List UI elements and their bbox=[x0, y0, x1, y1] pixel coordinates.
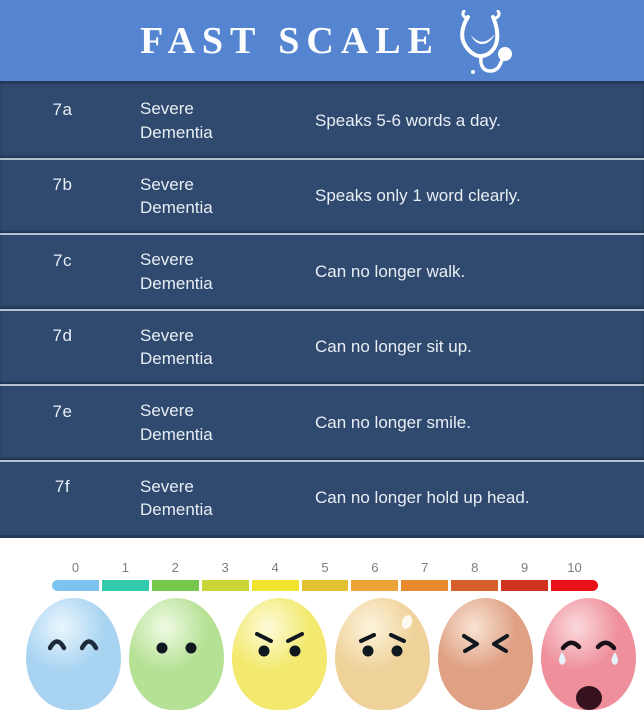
stage-code: 7a bbox=[52, 99, 73, 119]
fast-scale-table bbox=[0, 84, 644, 538]
stage-description: Can no longer smile. bbox=[315, 412, 471, 432]
scale-segment-6 bbox=[351, 580, 398, 591]
stage-code: 7f bbox=[54, 477, 71, 497]
tick-label: 7 bbox=[421, 560, 429, 575]
worried-face-icon bbox=[335, 598, 430, 710]
stage-label: Severe Dementia bbox=[140, 325, 213, 369]
face-row bbox=[26, 598, 636, 710]
stage-label: Severe Dementia bbox=[140, 476, 213, 520]
scale-segment-2 bbox=[152, 580, 199, 591]
tick-label: 3 bbox=[221, 560, 229, 575]
table-row-7d bbox=[0, 311, 644, 387]
pain-scale-bar bbox=[52, 580, 598, 591]
tick-label: 4 bbox=[271, 560, 279, 575]
tick-label: 0 bbox=[71, 560, 80, 575]
stage-description: Speaks only 1 word clearly. bbox=[315, 186, 521, 206]
pained-face-icon bbox=[438, 598, 533, 710]
scale-segment-7 bbox=[401, 580, 448, 591]
stage-label: Severe Dementia bbox=[140, 99, 213, 142]
table-row-7c bbox=[0, 235, 644, 311]
table-row-7f bbox=[0, 462, 644, 536]
tick-label: 6 bbox=[371, 560, 379, 575]
tick-label: 2 bbox=[171, 560, 179, 575]
crying-face-icon bbox=[541, 598, 636, 710]
stage-code: 7b bbox=[52, 175, 73, 195]
scale-segment-0 bbox=[52, 580, 99, 591]
tick-label: 10 bbox=[567, 560, 582, 575]
scale-segment-10 bbox=[551, 580, 598, 591]
scale-segment-1 bbox=[102, 580, 149, 591]
stage-description: Can no longer hold up head. bbox=[315, 488, 530, 508]
annoyed-face-icon bbox=[232, 598, 327, 710]
tick-label: 8 bbox=[471, 560, 479, 575]
header bbox=[0, 0, 644, 84]
scale-segment-5 bbox=[302, 580, 349, 591]
tick-label: 9 bbox=[520, 560, 529, 575]
neutral-face-icon bbox=[129, 598, 224, 710]
stage-label: Severe Dementia bbox=[140, 250, 213, 293]
scale-tick-labels bbox=[52, 560, 598, 576]
stage-description: Speaks 5-6 words a day. bbox=[315, 110, 501, 130]
pain-scale-section bbox=[0, 538, 644, 644]
scale-segment-3 bbox=[202, 580, 249, 591]
tick-label: 1 bbox=[121, 560, 129, 575]
stage-code: 7c bbox=[53, 250, 72, 270]
stage-code: 7e bbox=[52, 401, 73, 421]
stethoscope-icon bbox=[452, 10, 514, 76]
stage-label: Severe Dementia bbox=[140, 174, 213, 218]
table-row-7b bbox=[0, 160, 644, 236]
table-row-7e bbox=[0, 386, 644, 462]
scale-segment-9 bbox=[501, 580, 548, 591]
stage-label: Severe Dementia bbox=[140, 401, 213, 444]
stage-description: Can no longer sit up. bbox=[315, 337, 472, 357]
stage-description: Can no longer walk. bbox=[315, 261, 466, 281]
stage-code: 7d bbox=[52, 326, 73, 346]
page-title: FAST SCALE bbox=[140, 19, 440, 62]
scale-segment-8 bbox=[451, 580, 498, 591]
table-row-7a bbox=[0, 84, 644, 160]
calm-face-icon bbox=[26, 598, 121, 710]
scale-segment-4 bbox=[252, 580, 299, 591]
tick-label: 5 bbox=[321, 560, 329, 575]
